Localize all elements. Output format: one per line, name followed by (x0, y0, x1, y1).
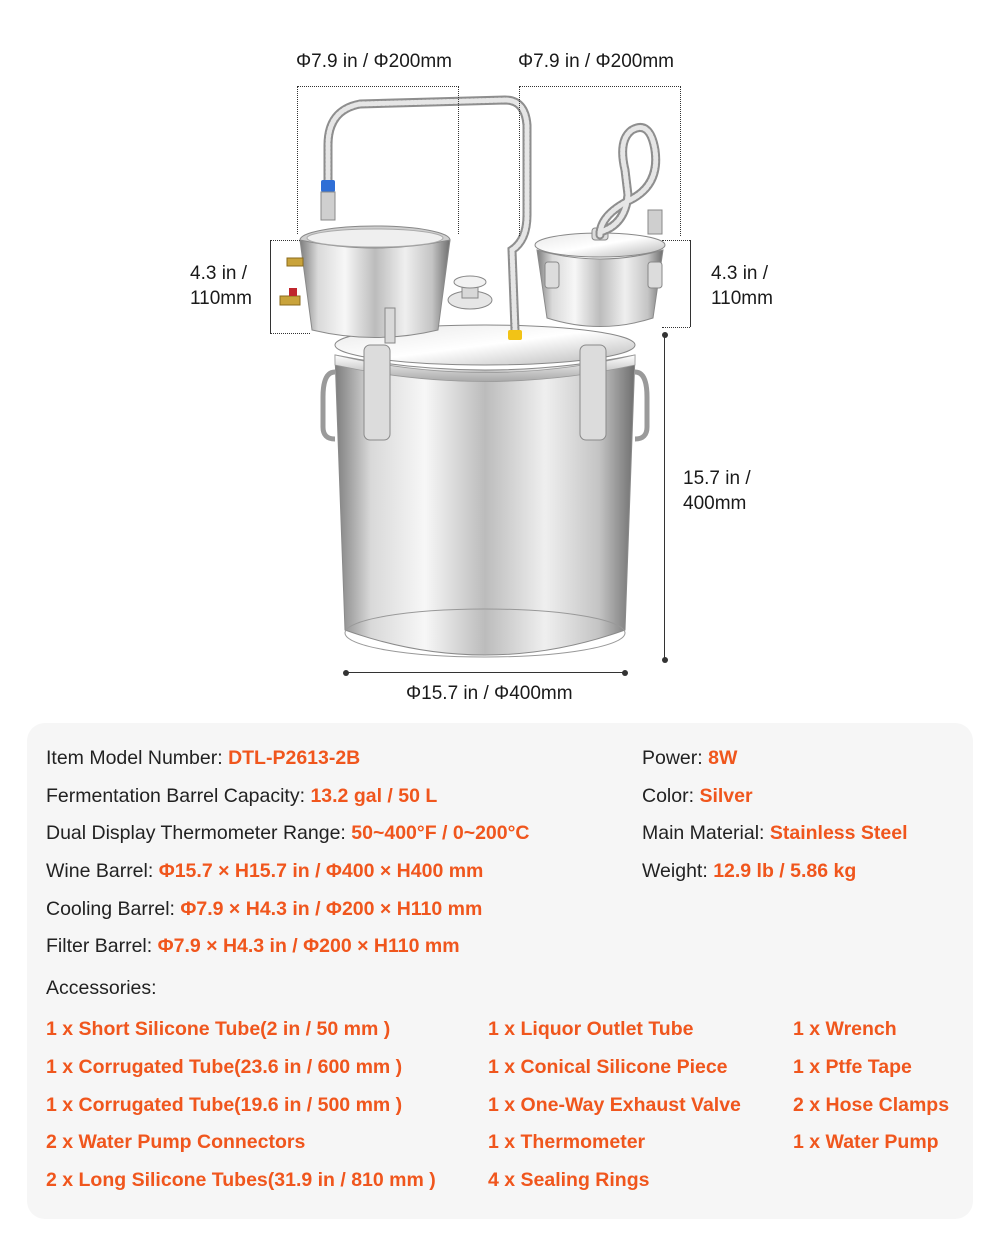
filter-height-top-guide (270, 240, 300, 241)
cooling-diameter-right-guide (680, 86, 681, 236)
cooling-diameter-left-guide (519, 86, 520, 236)
spec-label: Power: (642, 747, 709, 769)
wine-height-in: 15.7 in / (683, 468, 751, 489)
spec-power (642, 746, 737, 770)
accessory-item: 1 x Thermometer (488, 1131, 646, 1153)
accessory-item: 1 x Short Silicone Tube(2 in / 50 mm ) (46, 1018, 391, 1040)
spec-value: 12.9 lb / 5.86 kg (713, 860, 857, 882)
spec-label: Color: (642, 785, 700, 807)
wine-height-label (683, 466, 751, 516)
cooling-barrel (535, 228, 665, 327)
accessory-item: 2 x Long Silicone Tubes(31.9 in / 810 mm ) (46, 1169, 436, 1191)
cooling-height-bottom-guide (662, 327, 690, 328)
filter-height-bottom-guide (270, 333, 310, 334)
spec-label: Main Material: (642, 822, 770, 844)
accessory-item: 2 x Hose Clamps (793, 1094, 950, 1116)
spec-cooling-barrel (46, 897, 482, 921)
spec-label: Wine Barrel: (46, 860, 159, 882)
filter-height-in: 4.3 in / (190, 263, 248, 284)
spec-value: DTL-P2613-2B (228, 747, 361, 769)
wine-height-top-dot (662, 332, 668, 338)
accessory-item: 1 x Corrugated Tube(23.6 in / 600 mm ) (46, 1056, 403, 1078)
spec-weight (642, 859, 856, 883)
yellow-connector (508, 330, 522, 340)
spec-value: Stainless Steel (769, 822, 908, 844)
spec-value: Φ7.9 × H4.3 in / Φ200 × H110 mm (180, 898, 483, 920)
filter-diameter-line (297, 86, 459, 87)
filter-barrel (280, 226, 450, 343)
filter-diameter-right-guide (458, 86, 459, 234)
wine-height-bottom-dot (662, 657, 668, 663)
spec-value: Φ15.7 × H15.7 in / Φ400 × H400 mm (158, 860, 484, 882)
cooling-height-label (711, 261, 773, 311)
filter-diameter-left-guide (297, 86, 298, 234)
spec-color (642, 784, 753, 808)
accessory-item: 1 x Wrench (793, 1018, 897, 1040)
spec-value: Silver (699, 785, 753, 807)
spec-value: Φ7.9 × H4.3 in / Φ200 × H110 mm (157, 935, 460, 957)
spec-thermometer-range (46, 821, 530, 845)
filter-height-line (270, 240, 271, 333)
accessory-item: 1 x One-Way Exhaust Valve (488, 1094, 741, 1116)
spec-label: Dual Display Thermometer Range: (46, 822, 352, 844)
cooling-diameter-label: Φ7.9 in / Φ200mm (518, 51, 674, 72)
accessory-item: 4 x Sealing Rings (488, 1169, 650, 1191)
wine-diameter-line (345, 672, 625, 673)
accessories-title: Accessories: (46, 977, 157, 999)
cooling-height-mm: 110mm (711, 288, 773, 309)
blue-connector (321, 180, 335, 192)
accessory-item: 1 x Water Pump (793, 1131, 939, 1153)
spec-label: Filter Barrel: (46, 935, 158, 957)
spec-label: Weight: (642, 860, 714, 882)
spec-wine-barrel (46, 859, 483, 883)
wine-height-mm: 400mm (683, 493, 747, 514)
spec-value: 8W (708, 747, 738, 769)
wine-diameter-right-dot (622, 670, 628, 676)
spec-material (642, 821, 908, 845)
filter-diameter-label: Φ7.9 in / Φ200mm (296, 51, 452, 72)
accessory-item: 1 x Corrugated Tube(19.6 in / 500 mm ) (46, 1094, 403, 1116)
filter-height-mm: 110mm (190, 288, 252, 309)
accessory-item: 1 x Liquor Outlet Tube (488, 1018, 694, 1040)
spec-label: Cooling Barrel: (46, 898, 181, 920)
cooling-height-in: 4.3 in / (711, 263, 769, 284)
accessory-item: 1 x Ptfe Tape (793, 1056, 912, 1078)
filter-height-label (190, 261, 252, 311)
spec-value: 13.2 gal / 50 L (310, 785, 438, 807)
wine-diameter-label: Φ15.7 in / Φ400mm (406, 683, 573, 704)
accessory-item: 1 x Conical Silicone Piece (488, 1056, 728, 1078)
accessory-item: 2 x Water Pump Connectors (46, 1131, 306, 1153)
cooling-height-top-guide (662, 240, 690, 241)
spec-capacity (46, 784, 437, 808)
spec-filter-barrel (46, 934, 460, 958)
spec-label: Item Model Number: (46, 747, 229, 769)
wine-height-line (664, 335, 665, 660)
spec-value: 50~400°F / 0~200°C (351, 822, 530, 844)
spec-model-number (46, 746, 360, 770)
cooling-diameter-line (519, 86, 681, 87)
cooling-height-line (690, 240, 691, 327)
wine-diameter-left-dot (343, 670, 349, 676)
spec-label: Fermentation Barrel Capacity: (46, 785, 311, 807)
